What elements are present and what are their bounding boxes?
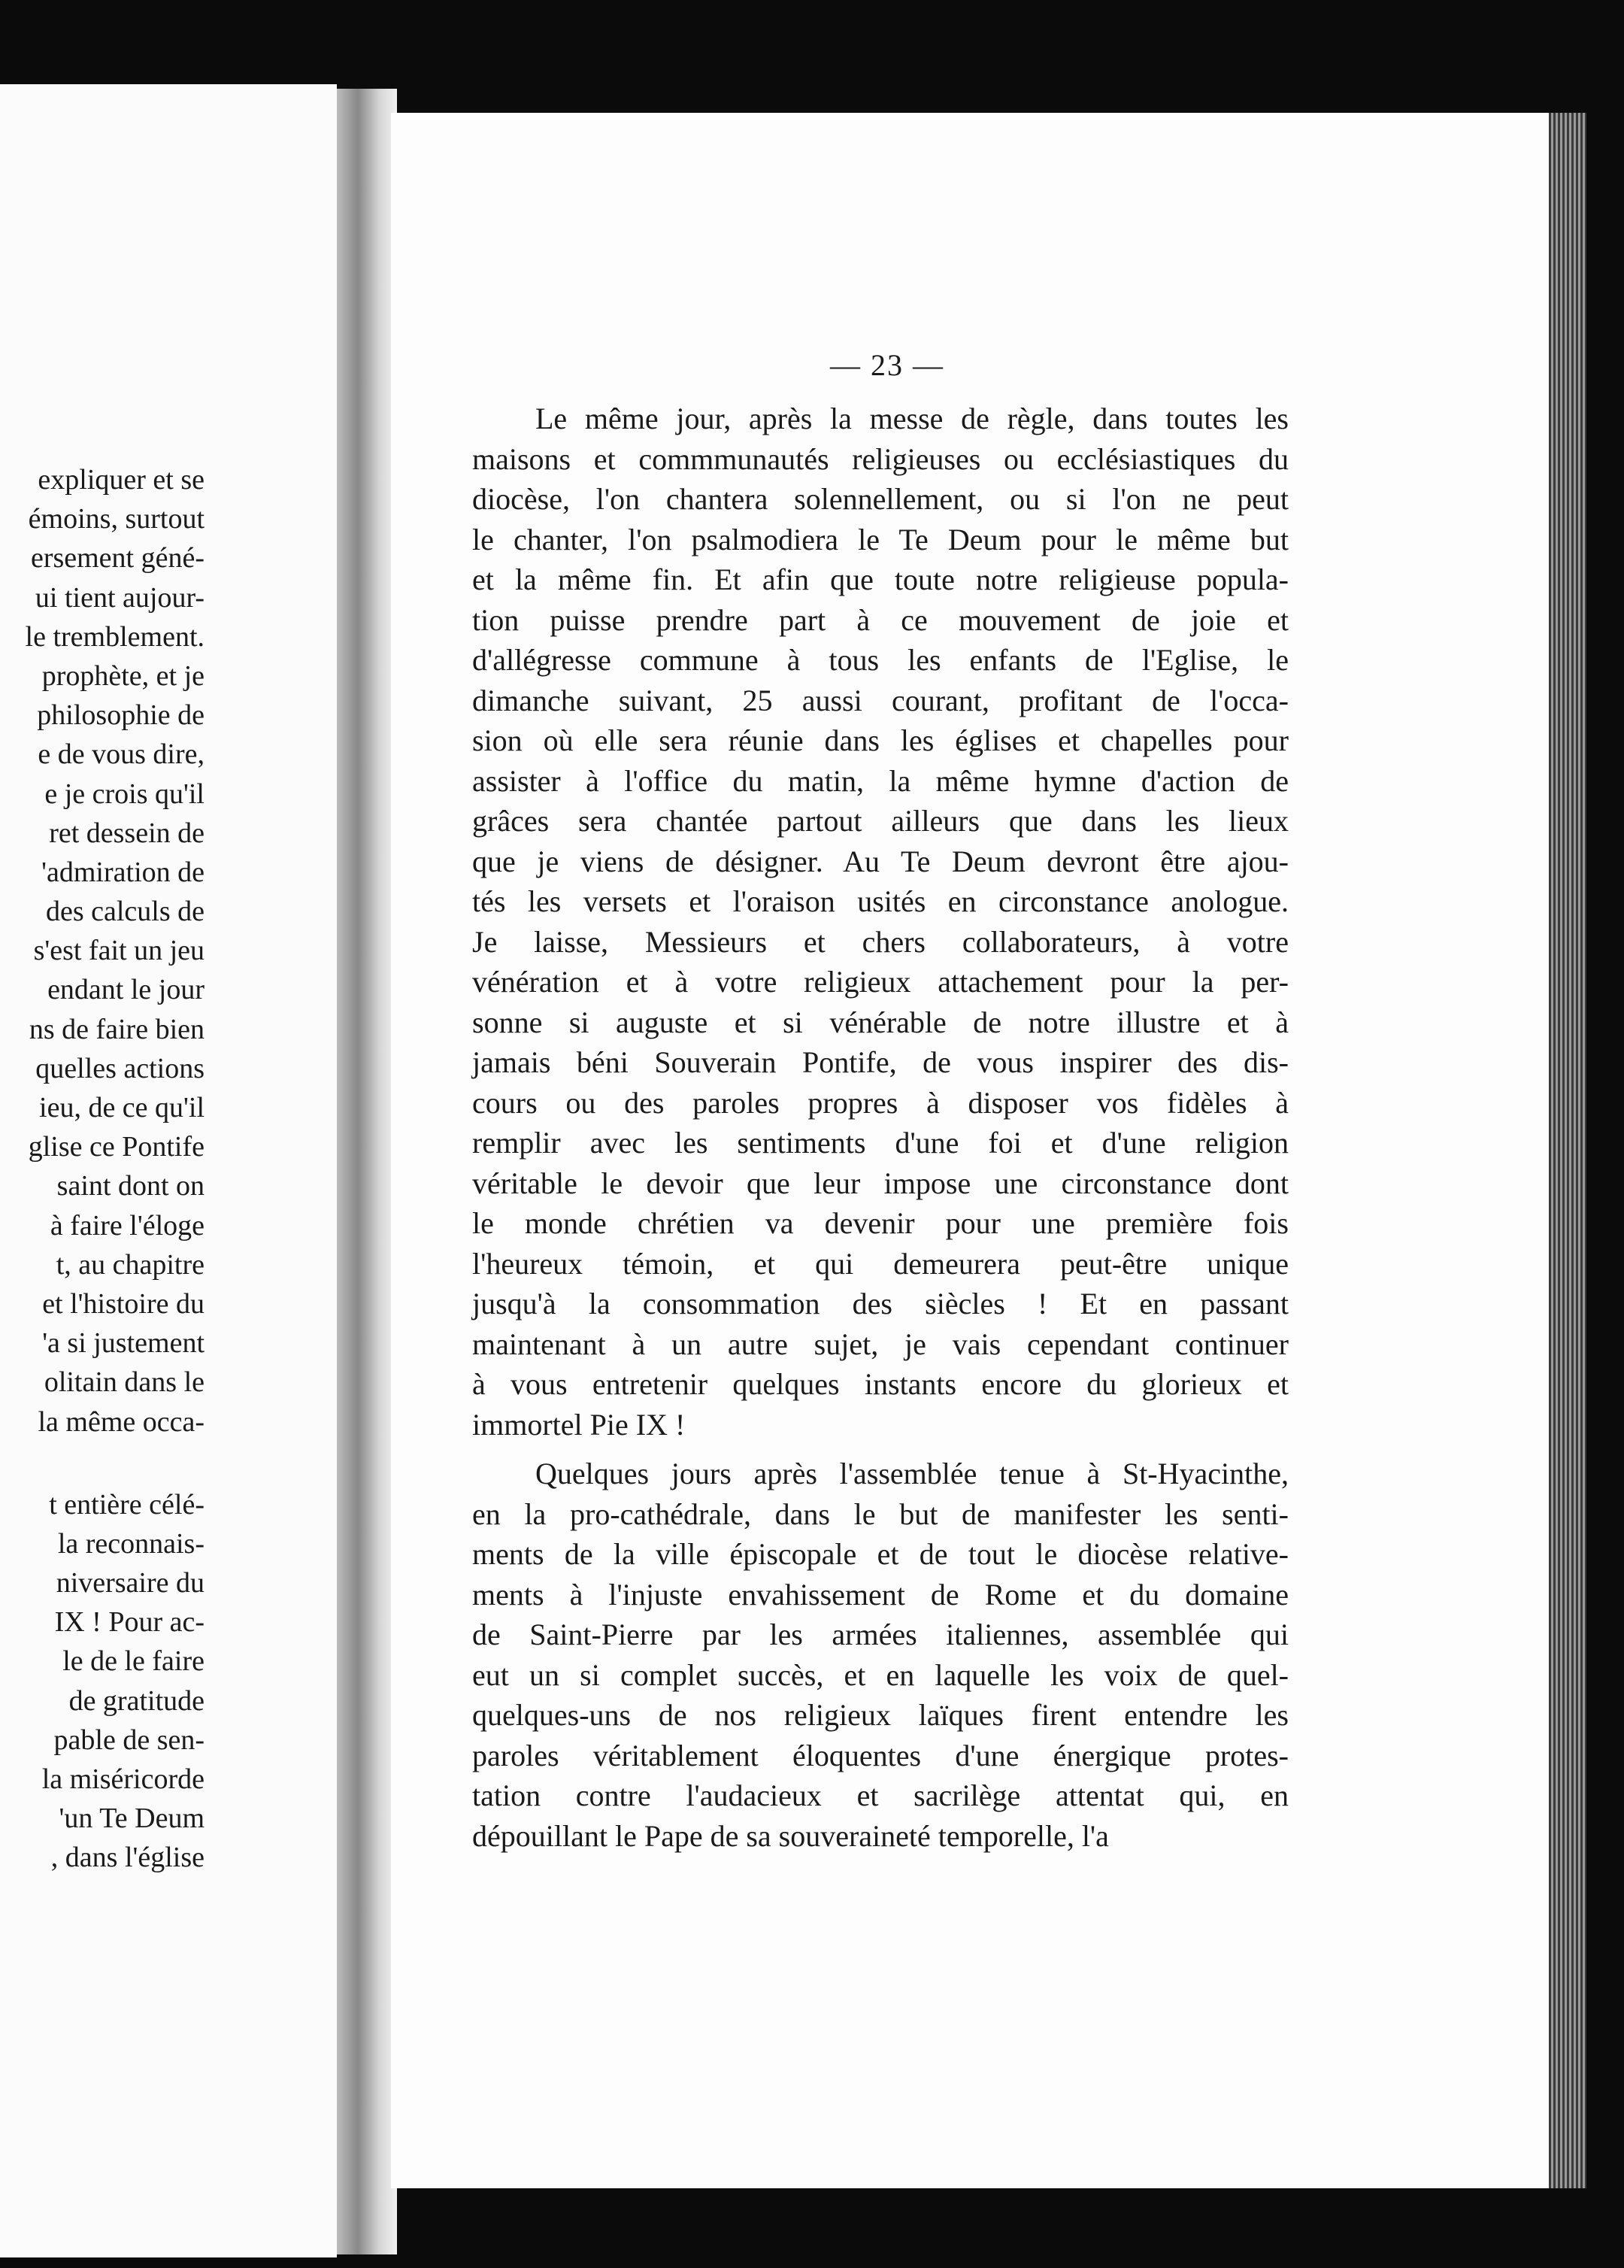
left-text-line: expliquer et se <box>38 464 205 496</box>
left-text-line: prophète, et je <box>41 659 205 692</box>
text-line: Quelques jours après l'assemblée tenue à St-Hyacinthe, <box>535 1457 1289 1490</box>
left-text-line: et l'histoire du <box>42 1287 205 1320</box>
left-text-line: la même occa- <box>38 1405 205 1438</box>
left-text-line: t, au chapitre <box>56 1248 205 1281</box>
text-line: dépouillant le Pape de sa souveraineté temporelle, l'a <box>472 1818 1109 1853</box>
left-text-line: s'est fait un jeu <box>33 935 205 967</box>
left-text-line: la miséricorde <box>41 1763 205 1795</box>
text-line: en la pro-cathédrale, dans le but de manifester les senti- <box>472 1496 1289 1531</box>
left-text-line: glise ce Pontife <box>28 1131 205 1163</box>
text-line: sonne si auguste et si vénérable de notre illustre et à <box>472 1005 1289 1039</box>
page-number: — 23 — <box>830 348 944 382</box>
text-line: remplir avec les sentiments d'une foi et d'une religion <box>472 1126 1289 1160</box>
text-line: à vous entretenir quelques instants encore du glorieux et <box>472 1367 1289 1401</box>
book-gutter <box>337 89 397 2254</box>
left-text-line: 'a si justement <box>42 1327 205 1360</box>
text-line: tion puisse prendre part à ce mouvement de joie et <box>472 602 1289 637</box>
page-edge <box>1549 113 1586 2188</box>
left-text-line: la reconnais- <box>57 1527 205 1560</box>
text-line: diocèse, l'on chantera solennellement, ou si l'on ne peut <box>472 482 1289 516</box>
text-line: ments à l'injuste envahissement de Rome et du domaine <box>472 1577 1289 1612</box>
left-text-line: ieu, de ce qu'il <box>39 1092 205 1123</box>
text-line: le monde chrétien va devenir pour une première fois <box>472 1206 1289 1240</box>
scan-speck <box>353 8 364 24</box>
text-line: cours ou des paroles propres à disposer vos fidèles à <box>472 1085 1289 1120</box>
text-line: grâces sera chantée partout ailleurs que dans les lieux <box>472 804 1289 838</box>
left-text-line: ns de faire bien <box>29 1013 205 1045</box>
text-line: maisons et commmunautés religieuses ou ecclésiastiques du <box>472 441 1289 476</box>
left-text-line: des calculs de <box>45 896 205 928</box>
text-line: et la même fin. Et afin que toute notre religieuse popula- <box>472 562 1289 596</box>
text-line: maintenant à un autre sujet, je vais cependant continuer <box>472 1327 1289 1361</box>
left-text-line: le de le faire <box>62 1645 205 1678</box>
body-text <box>472 399 1289 1856</box>
left-text-line: e de vous dire, <box>38 738 205 771</box>
left-page-text <box>0 460 205 1878</box>
left-text-line <box>0 1442 205 1485</box>
left-text-line: olitain dans le <box>44 1366 205 1399</box>
left-text-line: philosophie de <box>37 699 205 732</box>
text-line: véritable le devoir que leur impose une circonstance dont <box>472 1166 1289 1200</box>
left-text-line: à faire l'éloge <box>50 1209 205 1242</box>
text-line: eut un si complet succès, et en laquelle les voix de quel- <box>472 1657 1289 1692</box>
left-text-line: 'un Te Deum <box>59 1803 205 1835</box>
text-line: le chanter, l'on psalmodiera le Te Deum pour le même but <box>472 522 1289 556</box>
text-line: quelques-uns de nos religieux laïques firent entendre les <box>472 1698 1289 1732</box>
text-line: sion où elle sera réunie dans les églises et chapelles pour <box>472 723 1289 757</box>
left-text-line: IX ! Pour ac- <box>54 1606 205 1639</box>
left-text-line: émoins, surtout <box>28 503 205 535</box>
left-text-line: 'admiration de <box>41 856 205 888</box>
text-line: tés les versets et l'oraison usités en circonstance anologue. <box>472 884 1289 918</box>
left-text-line: pable de sen- <box>53 1724 205 1756</box>
text-line: l'heureux témoin, et qui demeurera peut-être unique <box>472 1246 1289 1281</box>
left-text-line: t entière célé- <box>49 1488 205 1521</box>
text-line: ments de la ville épiscopale et de tout le diocèse relative- <box>472 1537 1289 1571</box>
scan-speck <box>662 33 678 78</box>
text-line: que je viens de désigner. Au Te Deum devront être ajou- <box>472 844 1289 878</box>
text-line: assister à l'office du matin, la même hymne d'action de <box>472 763 1289 798</box>
left-text-line: le tremblement. <box>25 620 205 653</box>
text-line: jusqu'à la consommation des siècles ! Et en passant <box>472 1287 1289 1320</box>
left-text-line: ret dessein de <box>49 817 205 849</box>
left-text-line: endant le jour <box>47 974 205 1006</box>
left-text-line: saint dont on <box>56 1170 205 1202</box>
text-line: tation contre l'audacieux et sacrilège attentat qui, en <box>472 1778 1289 1812</box>
left-page <box>0 84 337 2257</box>
text-line: jamais béni Souverain Pontife, de vous inspirer des dis- <box>472 1045 1289 1079</box>
left-text-line: niversaire du <box>56 1567 205 1599</box>
text-line: paroles véritablement éloquentes d'une énergique protes- <box>472 1738 1289 1772</box>
text-line: d'allégresse commune à tous les enfants de l'Eglise, le <box>472 643 1289 677</box>
text-line: immortel Pie IX ! <box>472 1407 686 1442</box>
text-line: Je laisse, Messieurs et chers collaborateurs, à votre <box>472 924 1289 959</box>
text-line: vénération et à votre religieux attachement pour la per- <box>472 965 1289 999</box>
left-text-line: quelles actions <box>35 1052 205 1084</box>
left-text-line: ersement géné- <box>30 542 205 575</box>
left-text-line: de gratitude <box>68 1684 205 1717</box>
text-line: de Saint-Pierre par les armées italiennes, assemblée qui <box>472 1618 1289 1651</box>
left-text-line: ui tient aujour- <box>35 581 205 614</box>
left-text-line: , dans l'église <box>50 1842 205 1874</box>
left-text-line: e je crois qu'il <box>44 778 205 810</box>
text-line: dimanche suivant, 25 aussi courant, profitant de l'occa- <box>472 683 1289 717</box>
text-line: Le même jour, après la messe de règle, dans toutes les <box>535 402 1289 435</box>
